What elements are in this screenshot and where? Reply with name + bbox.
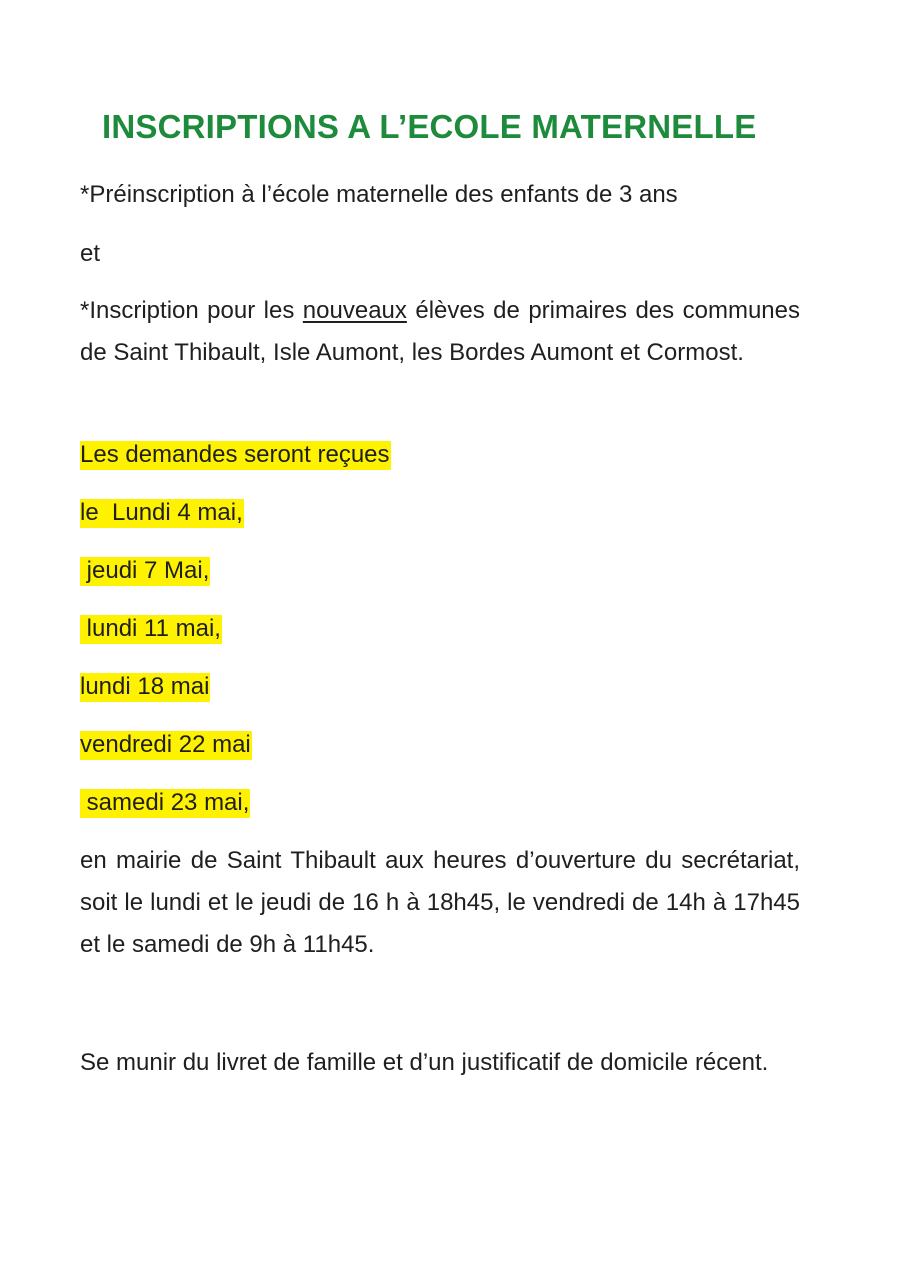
date-item-text: lundi 18 mai: [80, 673, 210, 700]
date-item: [80, 496, 244, 530]
date-item: [80, 554, 210, 588]
preinscription-line: *Préinscription à l’école maternelle des enfants de 3 ans: [80, 181, 678, 208]
conjunction-et: et: [80, 240, 101, 267]
requests-heading-text: Les demandes seront reçues: [80, 441, 390, 468]
requests-heading: [80, 438, 391, 472]
inscription-paragraph: [80, 290, 800, 374]
nouveaux-underlined: nouveaux: [302, 297, 407, 324]
date-item-text: lundi 11 mai,: [80, 615, 221, 642]
date-item: [80, 670, 210, 704]
date-item-text: jeudi 7 Mai,: [80, 557, 210, 584]
date-item: [80, 612, 222, 646]
inscription-text-end: élèves de primaires des communes de Saint Thibault, Isle Aumont, les Bordes Aumont et Cormost.: [80, 297, 800, 366]
documents-paragraph: Se munir du livret de famille et d’un justificatif de domicile récent.: [80, 1049, 769, 1076]
inscription-text-start: *Inscription pour les: [80, 297, 303, 324]
date-item: [80, 728, 252, 762]
date-item: [80, 786, 250, 820]
page-title: INSCRIPTIONS A L’ECOLE MATERNELLE: [102, 108, 757, 145]
date-item-text: vendredi 22 mai: [80, 731, 251, 758]
date-item-text: samedi 23 mai,: [80, 789, 250, 816]
location-hours-paragraph: en mairie de Saint Thibault aux heures d’ouverture du secrétariat, soit le lundi et le jeudi de 16 h à 18h45, le vendredi de 14h à 17h45 et le samedi de 9h à 11h45.: [80, 847, 800, 958]
date-item-text: le Lundi 4 mai,: [80, 499, 243, 526]
